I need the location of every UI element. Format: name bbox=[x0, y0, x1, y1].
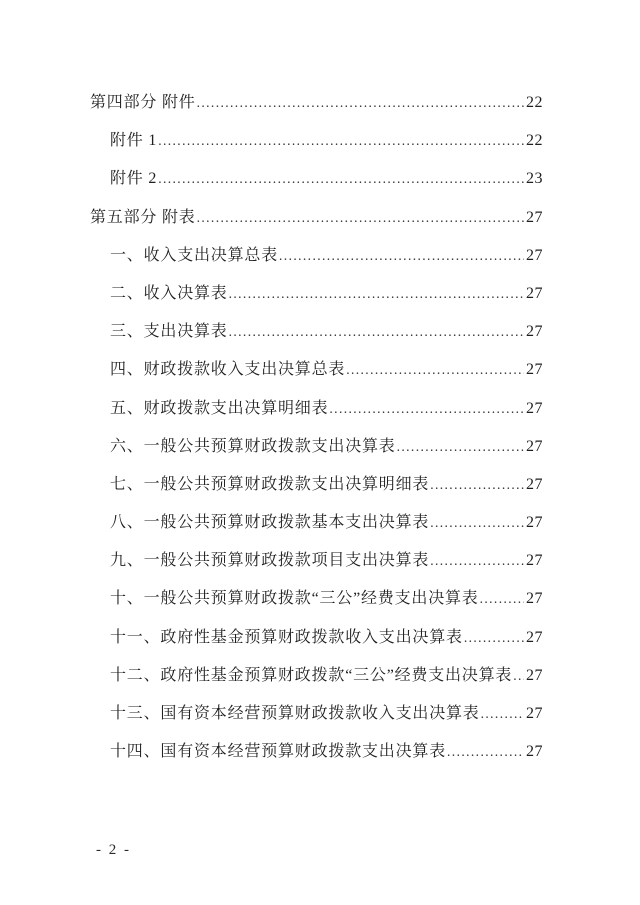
toc-entry bbox=[90, 619, 543, 657]
toc-entry-label: 附件 2 bbox=[110, 170, 158, 188]
toc-entry-label: 十二、政府性基金预算财政拨款“三公”经费支出决算表 bbox=[110, 666, 513, 684]
toc-leader-dots bbox=[430, 504, 524, 542]
toc-leader-dots bbox=[197, 199, 524, 237]
toc-leader-dots bbox=[397, 428, 524, 466]
footer-page-number: - 2 - bbox=[96, 842, 131, 858]
toc-entry bbox=[90, 237, 543, 275]
toc-entry-page-number: 27 bbox=[526, 437, 543, 455]
toc-leader-dots bbox=[158, 122, 524, 160]
toc-entry bbox=[90, 504, 543, 542]
toc-leader-dots bbox=[480, 580, 524, 618]
toc-entry-page-number: 27 bbox=[526, 399, 543, 417]
toc-entry-page-number: 27 bbox=[526, 628, 543, 646]
toc-entry bbox=[90, 657, 543, 695]
toc-entry-page-number: 22 bbox=[526, 132, 543, 150]
toc-entry-page-number: 27 bbox=[526, 743, 543, 761]
toc-leader-dots bbox=[329, 390, 524, 428]
toc-entry-label: 十三、国有资本经营预算财政拨款收入支出决算表 bbox=[110, 705, 480, 722]
toc-entry bbox=[90, 122, 543, 160]
toc-entry bbox=[90, 695, 543, 733]
toc-entry-label: 三、支出决算表 bbox=[110, 323, 228, 341]
toc-entry-page-number: 27 bbox=[526, 590, 543, 608]
toc-entry-page-number: 27 bbox=[526, 208, 543, 226]
toc-entry-label: 六、一般公共预算财政拨款支出决算表 bbox=[110, 437, 396, 455]
toc-entry bbox=[90, 275, 543, 313]
page-footer bbox=[96, 841, 131, 859]
toc-leader-dots bbox=[346, 351, 524, 389]
toc-entry bbox=[90, 733, 543, 771]
toc-entry bbox=[90, 313, 543, 351]
toc-entry bbox=[90, 466, 543, 504]
toc-entry bbox=[90, 160, 543, 198]
toc-entry-page-number: 27 bbox=[526, 514, 543, 532]
toc-entry-page-number: 27 bbox=[526, 246, 543, 264]
toc-entry-label: 五、财政拨款支出决算明细表 bbox=[110, 399, 329, 417]
toc-entry bbox=[90, 580, 543, 618]
toc-entry-page-number: 22 bbox=[526, 94, 543, 111]
toc-entry-label: 一、收入支出决算总表 bbox=[110, 246, 279, 264]
toc-entry-page-number: 27 bbox=[526, 552, 543, 570]
toc-entry-label: 十一、政府性基金预算财政拨款收入支出决算表 bbox=[110, 628, 463, 646]
toc-entry bbox=[90, 84, 543, 122]
toc-entry bbox=[90, 351, 543, 389]
toc-leader-dots bbox=[430, 542, 524, 580]
toc-leader-dots bbox=[481, 695, 524, 733]
table-of-contents bbox=[90, 84, 543, 771]
toc-entry-page-number: 27 bbox=[526, 666, 543, 684]
toc-entry-page-number: 27 bbox=[526, 361, 543, 379]
toc-entry-label: 八、一般公共预算财政拨款基本支出决算表 bbox=[110, 514, 430, 532]
toc-entry-page-number: 27 bbox=[526, 323, 543, 341]
toc-entry-label: 第五部分 附表 bbox=[90, 208, 196, 226]
toc-entry-page-number: 23 bbox=[526, 170, 543, 188]
toc-leader-dots bbox=[158, 160, 524, 198]
toc-entry-label: 二、收入决算表 bbox=[110, 284, 228, 302]
toc-entry bbox=[90, 542, 543, 580]
toc-entry-label: 七、一般公共预算财政拨款支出决算明细表 bbox=[110, 475, 430, 493]
toc-leader-dots bbox=[279, 237, 524, 275]
toc-leader-dots bbox=[229, 275, 524, 313]
toc-entry-label: 四、财政拨款收入支出决算总表 bbox=[110, 361, 346, 379]
toc-entry-label: 十、一般公共预算财政拨款“三公”经费支出决算表 bbox=[110, 590, 479, 608]
toc-leader-dots bbox=[513, 657, 524, 695]
toc-entry bbox=[90, 428, 543, 466]
toc-entry bbox=[90, 199, 543, 237]
toc-entry-label: 附件 1 bbox=[110, 132, 158, 150]
toc-leader-dots bbox=[447, 733, 524, 771]
toc-entry-page-number: 27 bbox=[526, 284, 543, 302]
toc-entry bbox=[90, 390, 543, 428]
toc-leader-dots bbox=[197, 84, 524, 122]
toc-leader-dots bbox=[430, 466, 524, 504]
toc-entry-label: 第四部分 附件 bbox=[90, 94, 196, 111]
toc-entry-page-number: 27 bbox=[526, 705, 543, 722]
toc-entry-page-number: 27 bbox=[526, 475, 543, 493]
toc-leader-dots bbox=[464, 619, 524, 657]
toc-leader-dots bbox=[229, 313, 524, 351]
toc-entry-label: 十四、国有资本经营预算财政拨款支出决算表 bbox=[110, 743, 447, 761]
toc-entry-label: 九、一般公共预算财政拨款项目支出决算表 bbox=[110, 552, 430, 570]
